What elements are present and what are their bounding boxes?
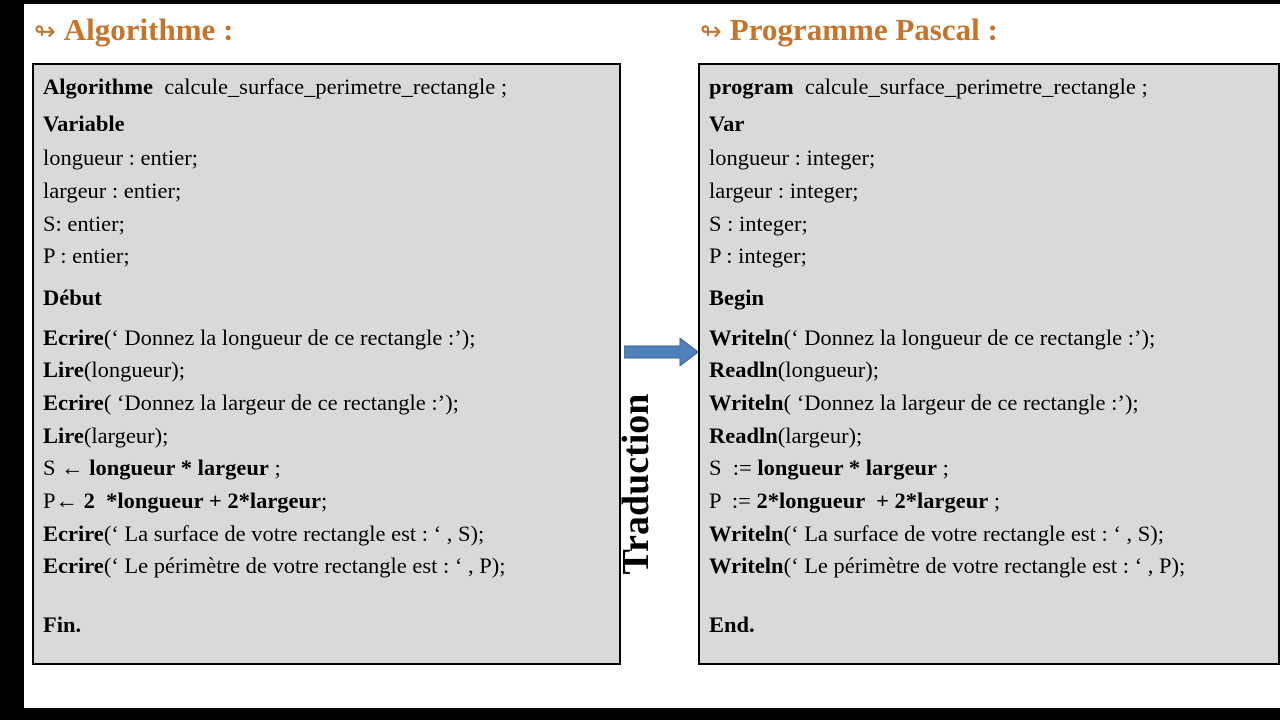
- keyword: Var: [709, 111, 745, 136]
- arrow-right-icon: [624, 338, 700, 366]
- algorithm-heading-text: Algorithme :: [63, 12, 234, 47]
- pascal-line: [709, 211, 808, 237]
- code-text: ;: [321, 488, 328, 513]
- keyword: program: [709, 74, 794, 99]
- code-text: calcule_surface_perimetre_rectangle ;: [793, 74, 1148, 99]
- algorithm-line: [43, 488, 327, 514]
- keyword: Writeln: [709, 325, 784, 350]
- algorithm-line: [43, 74, 507, 100]
- keyword: Début: [43, 285, 102, 310]
- code-text: S: [43, 455, 62, 480]
- translation-label: Traduction: [615, 393, 657, 575]
- keyword: Variable: [43, 111, 125, 136]
- pascal-heading: [700, 12, 998, 48]
- code-text: (largeur);: [777, 423, 863, 448]
- keyword: Algorithme: [43, 74, 153, 99]
- code-text: largeur : integer;: [709, 178, 859, 203]
- code-text: largeur : entier;: [43, 178, 182, 203]
- algorithm-line: [43, 211, 125, 237]
- algorithm-line: [43, 455, 281, 481]
- algorithm-line: [43, 111, 125, 137]
- algorithm-line: [43, 178, 181, 204]
- keyword: Fin.: [43, 612, 82, 637]
- code-text: ( ‘Donnez la largeur de ce rectangle :’);: [783, 390, 1139, 415]
- code-text: ( ‘Donnez la largeur de ce rectangle :’);: [103, 390, 459, 415]
- algorithm-heading: [34, 12, 233, 48]
- code-text: (longueur);: [777, 357, 879, 382]
- code-text: P : integer;: [709, 243, 807, 268]
- keyword: longueur * largeur: [757, 455, 937, 480]
- keyword: Begin: [709, 285, 765, 310]
- pascal-line: [709, 243, 807, 269]
- code-text: P :=: [709, 488, 757, 513]
- code-text: ;: [936, 455, 949, 480]
- code-text: (longueur);: [83, 357, 186, 382]
- code-text: P: [43, 488, 56, 513]
- algorithm-line: [43, 325, 476, 351]
- keyword: ← 2 *longueur + 2*largeur: [55, 488, 322, 513]
- code-text: S: entier;: [43, 211, 125, 236]
- keyword: Readln: [709, 423, 778, 448]
- code-text: longueur : entier;: [43, 145, 198, 170]
- pascal-line: [709, 521, 1164, 547]
- pascal-line: [709, 325, 1155, 351]
- algorithm-box: [32, 63, 621, 665]
- algorithm-line: [43, 390, 459, 416]
- keyword: Ecrire: [43, 390, 104, 415]
- keyword: Ecrire: [43, 553, 104, 578]
- code-text: ;: [268, 455, 281, 480]
- algorithm-line: [43, 612, 81, 638]
- algorithm-line: [43, 285, 102, 311]
- code-text: (‘ La surface de votre rectangle est : ‘ , S);: [103, 521, 485, 546]
- code-text: (‘ La surface de votre rectangle est : ‘ , S);: [783, 521, 1165, 546]
- pascal-line: [709, 145, 875, 171]
- pascal-line: [709, 111, 744, 137]
- code-text: ;: [988, 488, 1001, 513]
- pascal-line: [709, 285, 764, 311]
- code-text: (‘ Le périmètre de votre rectangle est : ‘ , P);: [783, 553, 1186, 578]
- code-text: calcule_surface_perimetre_rectangle ;: [152, 74, 508, 99]
- keyword: Writeln: [709, 521, 784, 546]
- pascal-heading-text: Programme Pascal :: [729, 12, 998, 47]
- keyword: 2*longueur + 2*largeur: [756, 488, 989, 513]
- hooked-arrow-icon: ↬: [700, 17, 722, 46]
- keyword: End.: [709, 612, 755, 637]
- keyword: ← longueur * largeur: [61, 455, 269, 480]
- keyword: Ecrire: [43, 521, 104, 546]
- pascal-line: [709, 390, 1139, 416]
- code-text: longueur : integer;: [709, 145, 876, 170]
- code-text: (‘ Le périmètre de votre rectangle est : ‘ , P);: [103, 553, 506, 578]
- pascal-line: [709, 178, 859, 204]
- code-text: (‘ Donnez la longueur de ce rectangle :’);: [103, 325, 476, 350]
- keyword: Lire: [43, 423, 84, 448]
- keyword: Writeln: [709, 553, 784, 578]
- algorithm-line: [43, 423, 168, 449]
- hooked-arrow-icon: ↬: [34, 17, 56, 46]
- keyword: Lire: [43, 357, 84, 382]
- algorithm-line: [43, 521, 484, 547]
- code-text: (largeur);: [83, 423, 169, 448]
- keyword: Writeln: [709, 390, 784, 415]
- keyword: Readln: [709, 357, 778, 382]
- pascal-line: [709, 455, 949, 481]
- code-text: (‘ Donnez la longueur de ce rectangle :’);: [783, 325, 1156, 350]
- algorithm-line: [43, 357, 185, 383]
- code-text: P : entier;: [43, 243, 130, 268]
- pascal-line: [709, 74, 1148, 100]
- code-text: S :=: [709, 455, 758, 480]
- pascal-box: [698, 63, 1280, 665]
- algorithm-line: [43, 243, 130, 269]
- algorithm-line: [43, 553, 506, 579]
- pascal-line: [709, 357, 879, 383]
- keyword: Ecrire: [43, 325, 104, 350]
- pascal-line: [709, 612, 755, 638]
- pascal-line: [709, 488, 1000, 514]
- pascal-line: [709, 553, 1185, 579]
- algorithm-line: [43, 145, 198, 171]
- pascal-line: [709, 423, 862, 449]
- code-text: S : integer;: [709, 211, 808, 236]
- slide: [24, 4, 1280, 708]
